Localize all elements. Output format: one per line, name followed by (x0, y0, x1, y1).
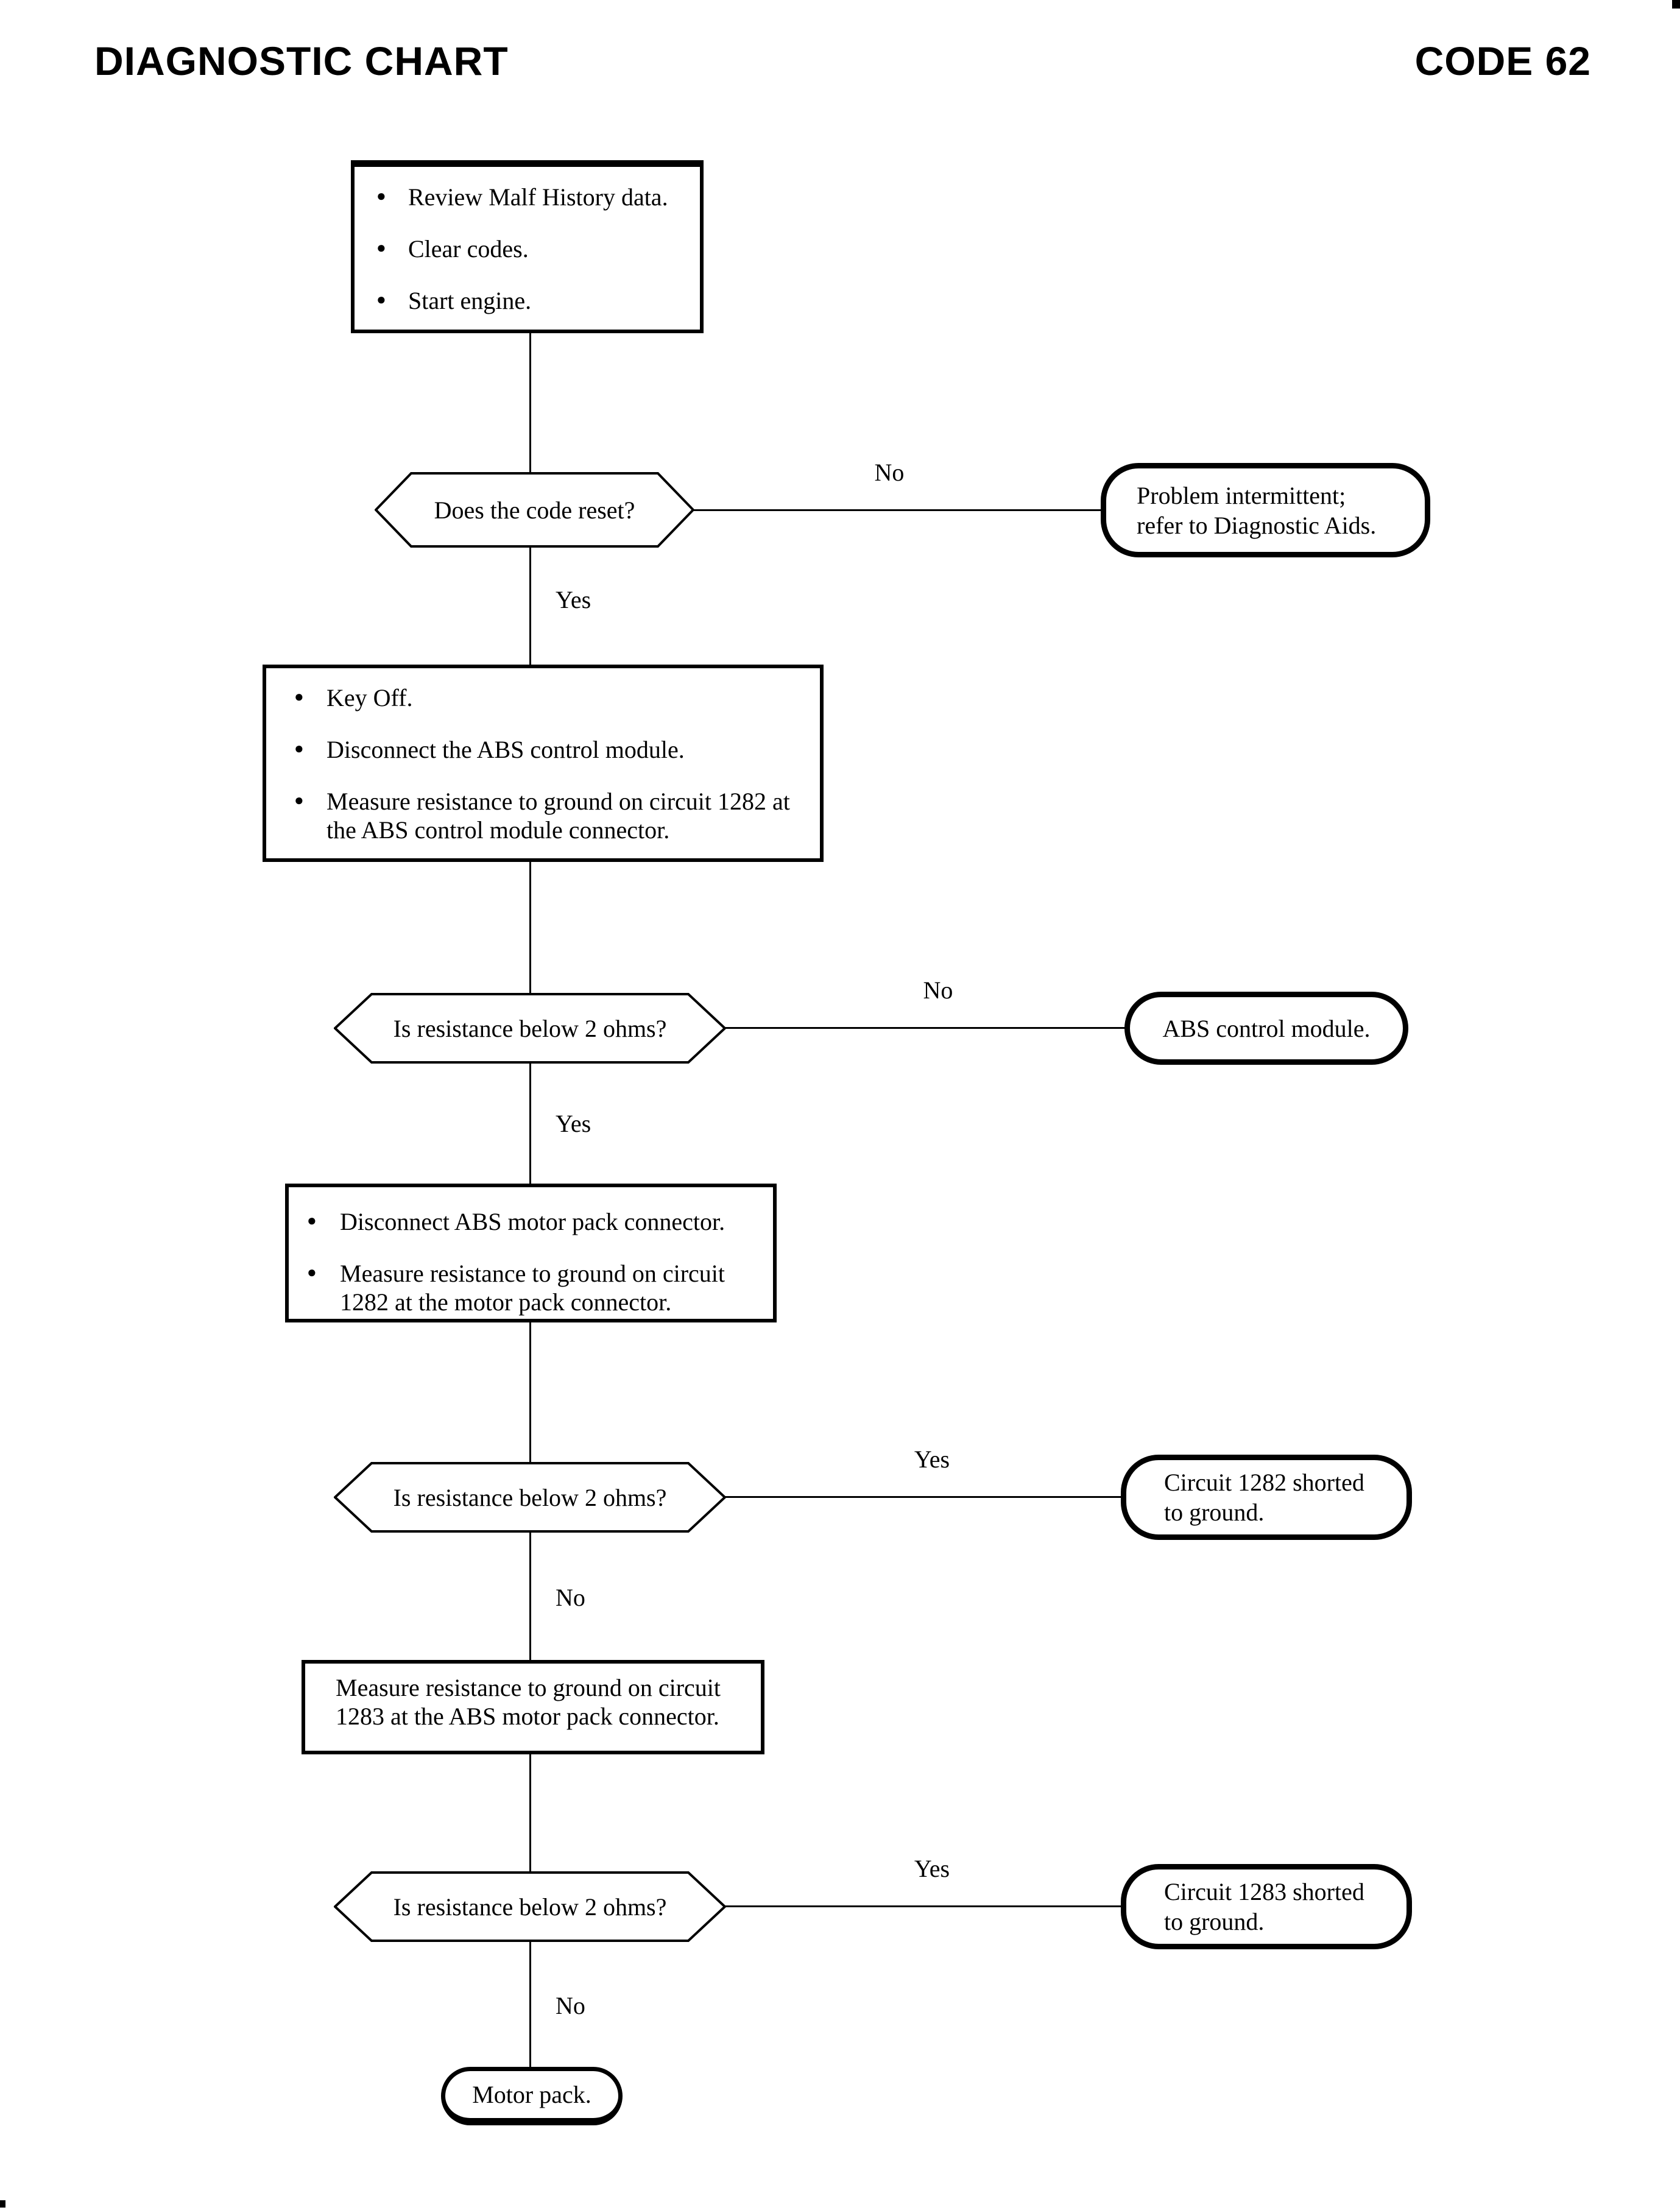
connector-decision4-no (529, 1941, 531, 2068)
step-text: Key Off. (326, 684, 413, 711)
connector-keyoff-to-decision2 (529, 861, 531, 994)
branch-label-yes: Yes (556, 586, 591, 613)
list-item (355, 286, 694, 315)
step-text: Start engine. (408, 287, 532, 314)
connector-start-to-decision1 (529, 332, 531, 474)
connector-decision2-yes (529, 1062, 531, 1185)
connector-decision4-yes (725, 1905, 1122, 1907)
motorpack-process-list (289, 1207, 767, 1316)
step-text: Measure resistance to ground on circuit 1282 at the motor pack connector. (340, 1260, 725, 1316)
bullet-icon: ● (307, 1263, 317, 1281)
bullet-icon: ● (294, 791, 304, 809)
connector-decision2-no (725, 1027, 1126, 1029)
motorpack-process-box (285, 1184, 777, 1322)
start-process-list (355, 183, 694, 315)
keyoff-process-box (263, 665, 824, 862)
decision-code-reset (375, 472, 694, 548)
branch-label-no: No (923, 976, 953, 1004)
branch-label-yes: Yes (914, 1446, 950, 1473)
terminal-abs-control-module (1124, 992, 1408, 1065)
connector-decision1-yes (529, 546, 531, 666)
branch-label-yes: Yes (914, 1855, 950, 1882)
connector-motorpack-to-decision3 (529, 1321, 531, 1463)
page-title: DIAGNOSTIC CHART (94, 38, 509, 83)
connector-decision1-no (693, 509, 1102, 511)
terminal-text-line: ABS control module. (1162, 1014, 1371, 1042)
page-code: CODE 62 (1414, 38, 1591, 83)
terminal-text-line: Problem intermittent; (1137, 481, 1346, 509)
step-text: Disconnect the ABS control module. (326, 736, 685, 763)
decision-question: Is resistance below 2 ohms? (393, 1483, 667, 1511)
bullet-icon: ● (294, 740, 304, 757)
step-text: Measure resistance to ground on circuit 1282 at the ABS control module connector. (326, 788, 790, 844)
list-item (266, 787, 814, 844)
step-text: Clear codes. (408, 235, 529, 263)
branch-label-no: No (556, 1584, 585, 1611)
bullet-icon: ● (376, 187, 386, 205)
bullet-icon: ● (376, 291, 386, 308)
step-text: Measure resistance to ground on circuit 1283 at the ABS motor pack connector. (336, 1674, 721, 1730)
terminal-motor-pack (441, 2067, 623, 2125)
branch-label-yes: Yes (556, 1110, 591, 1137)
decision-question: Does the code reset? (434, 496, 635, 524)
keyoff-process-list (266, 683, 814, 844)
terminal-circuit-1282-shorted (1121, 1455, 1412, 1540)
branch-label-no: No (874, 459, 905, 486)
branch-label-no: No (556, 1992, 585, 2019)
start-process-box (351, 160, 704, 333)
decision-resistance-2 (334, 1462, 726, 1533)
terminal-text-line: Circuit 1282 shorted (1164, 1469, 1364, 1496)
step-text: Disconnect ABS motor pack connector. (340, 1208, 725, 1235)
scan-mark-bottom-left (0, 2200, 5, 2208)
scan-mark-top-right (1672, 0, 1680, 9)
decision-resistance-3 (334, 1871, 726, 1942)
terminal-circuit-1283-shorted (1121, 1864, 1412, 1949)
list-item (266, 683, 814, 712)
terminal-text-line: Circuit 1283 shorted (1164, 1878, 1364, 1905)
measure-1283-process-box (302, 1660, 764, 1754)
connector-decision3-yes (725, 1496, 1122, 1498)
terminal-problem-intermittent (1101, 463, 1430, 557)
bullet-icon: ● (294, 688, 304, 705)
bullet-icon: ● (307, 1212, 317, 1229)
list-item (355, 235, 694, 263)
step-text: Review Malf History data. (408, 183, 668, 211)
list-item (266, 735, 814, 764)
terminal-text-line: Motor pack. (472, 2081, 591, 2108)
connector-measure1283-to-decision4 (529, 1753, 531, 1871)
decision-question: Is resistance below 2 ohms? (393, 1014, 667, 1042)
bullet-icon: ● (376, 239, 386, 256)
list-item (289, 1259, 767, 1316)
list-item (355, 183, 694, 211)
terminal-text-line: refer to Diagnostic Aids. (1137, 511, 1377, 539)
list-item (289, 1207, 767, 1236)
decision-question: Is resistance below 2 ohms? (393, 1893, 667, 1921)
terminal-text-line: to ground. (1164, 1499, 1265, 1526)
decision-resistance-1 (334, 993, 726, 1064)
connector-decision3-no (529, 1531, 531, 1661)
terminal-text-line: to ground. (1164, 1908, 1265, 1935)
